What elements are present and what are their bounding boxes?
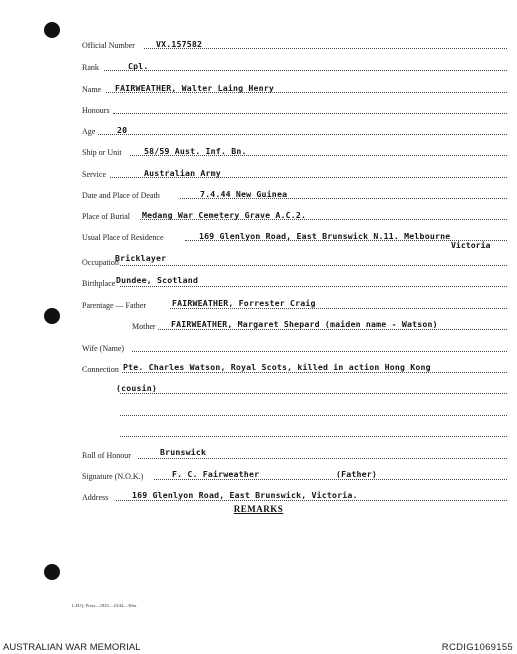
- punch-hole: [44, 564, 60, 580]
- address-label: Address: [82, 493, 109, 502]
- service-value: Australian Army: [144, 167, 221, 178]
- connection-row: [82, 360, 507, 374]
- age-label: Age: [82, 127, 96, 136]
- name-label: Name: [82, 85, 102, 94]
- address-value: 169 Glenlyon Road, East Brunswick, Victoria.: [132, 489, 358, 500]
- official-number-row: [82, 36, 507, 50]
- mother-value: FAIRWEATHER, Margaret Shepard (maiden name - Watson): [171, 318, 438, 329]
- official-number-label: Official Number: [82, 41, 135, 50]
- honours-label: Honours: [82, 106, 110, 115]
- honours-row: [82, 101, 507, 115]
- occupation-label: Occupation: [82, 258, 119, 267]
- wife-row: [82, 339, 507, 353]
- rank-label: Rank: [82, 63, 99, 72]
- mother-label: Mother: [132, 322, 156, 331]
- connection-value: Pte. Charles Watson, Royal Scots, killed in action Hong Kong: [123, 361, 431, 372]
- rank-row: [82, 58, 507, 72]
- mother-row: [82, 317, 507, 331]
- father-label: Parentage — Father: [82, 301, 146, 310]
- rank-value: Cpl.: [128, 60, 149, 71]
- birthplace-label: Birthplace: [82, 279, 116, 288]
- death-value: 7.4.44 New Guinea: [200, 188, 288, 199]
- roll-of-honour-row: [82, 446, 507, 460]
- service-label: Service: [82, 170, 106, 179]
- printer-imprint: L.H.Q. Press—1825—10/44—30m.: [72, 603, 138, 608]
- occupation-value: Bricklayer: [115, 252, 167, 263]
- birthplace-row: [82, 274, 507, 288]
- roll-of-honour-label: Roll of Honour: [82, 451, 131, 460]
- residence-label: Usual Place of Residence: [82, 233, 164, 242]
- service-row: [82, 165, 507, 179]
- connection-line2: [116, 381, 507, 395]
- residence-value-line2: Victoria: [451, 240, 491, 250]
- death-row: [82, 186, 507, 200]
- roll-of-honour-value: Brunswick: [160, 446, 207, 457]
- connection-label: Connection: [82, 365, 119, 374]
- connection-line3: [120, 403, 507, 417]
- signature-value: F. C. Fairweather: [172, 468, 260, 479]
- official-number-value: VX.157582: [156, 38, 203, 49]
- signature-row: [82, 467, 507, 481]
- age-value: 20: [117, 124, 128, 135]
- father-row: [82, 296, 507, 310]
- name-row: [82, 80, 507, 94]
- wife-label: Wife (Name): [82, 344, 125, 353]
- connection-line4: [120, 424, 507, 438]
- birthplace-value: Dundee, Scotland: [116, 274, 199, 285]
- punch-hole: [44, 22, 60, 38]
- ship-unit-value: 58/59 Aust. Inf. Bn.: [144, 145, 247, 156]
- address-row: [82, 488, 507, 502]
- burial-value: Medang War Cemetery Grave A.C.2.: [142, 209, 307, 220]
- father-value: FAIRWEATHER, Forrester Craig: [172, 297, 316, 308]
- footer-institution: AUSTRALIAN WAR MEMORIAL: [3, 642, 141, 653]
- residence-row: [82, 228, 507, 250]
- burial-label: Place of Burial: [82, 212, 130, 221]
- burial-row: [82, 207, 507, 221]
- archive-footer: [0, 640, 517, 654]
- death-label: Date and Place of Death: [82, 191, 160, 200]
- signature-relation: (Father): [336, 468, 378, 479]
- occupation-row: [82, 253, 507, 267]
- name-value: FAIRWEATHER, Walter Laing Henry: [115, 82, 275, 93]
- remarks-heading: REMARKS: [233, 504, 284, 514]
- ship-unit-row: [82, 143, 507, 157]
- connection-value-line2: (cousin): [116, 382, 158, 393]
- punch-hole: [44, 308, 60, 324]
- ship-unit-label: Ship or Unit: [82, 148, 122, 157]
- signature-label: Signature (N.O.K.): [82, 472, 144, 481]
- age-row: [82, 122, 507, 136]
- residence-value: 169 Glenlyon Road, East Brunswick N.11. Melbourne: [199, 230, 451, 241]
- footer-record-id: RCDIG1069155: [441, 642, 513, 653]
